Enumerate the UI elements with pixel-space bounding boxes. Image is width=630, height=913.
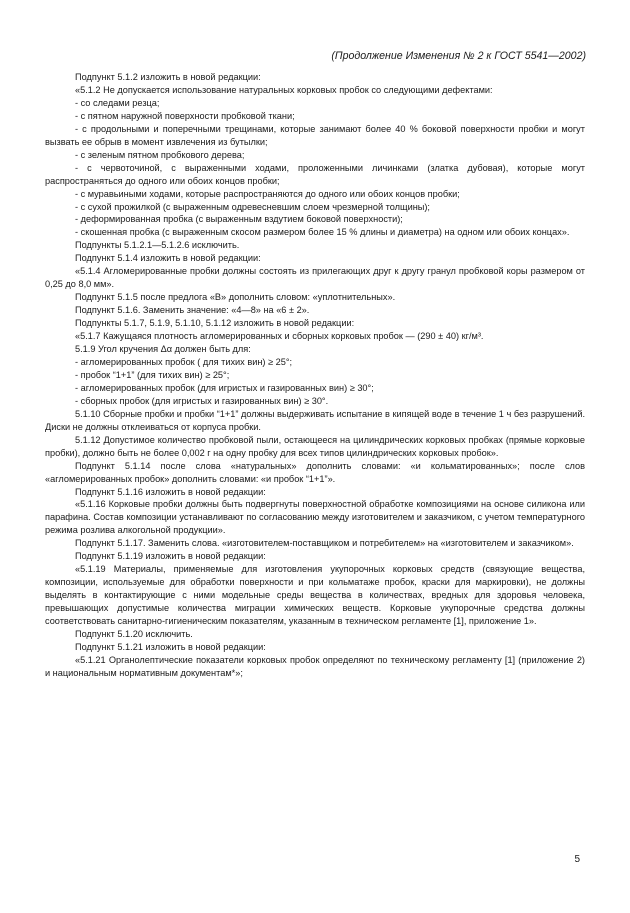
list-item: - с червоточиной, с выраженными ходами, проложенными личинками (златка дубовая), которые могут распространяться до одного или обоих концов пробки; xyxy=(45,162,585,186)
paragraph: Подпункт 5.1.5 после предлога «В» дополнить словом: «уплотнительных». xyxy=(75,292,396,303)
paragraph: 5.1.9 Угол кручения Δα должен быть для: xyxy=(75,344,251,355)
list-item: - с зеленым пятном пробкового дерева; xyxy=(75,149,245,160)
list-item: - со следами резца; xyxy=(75,97,160,108)
paragraph: «5.1.4 Агломерированные пробки должны состоять из прилегающих друг к другу гранул пробковой коры размером от 0,25 до 8,0 мм». xyxy=(45,266,585,290)
paragraph: 5.1.12 Допустимое количество пробковой пыли, остающееся на цилиндрических корковых пробках (прямые корковые пробки), должно быть не более 0,002 г на одну пробку для всех типов цилиндрических корковых пробок». xyxy=(45,434,585,458)
list-item: - деформированная пробка (с выраженным вздутием боковой поверхности); xyxy=(75,214,403,225)
paragraph: Подпункт 5.1.16 изложить в новой редакции: xyxy=(75,486,266,497)
paragraph: Подпункт 5.1.2 изложить в новой редакции: xyxy=(75,72,261,82)
paragraph: Подпункт 5.1.14 после слова «натуральных» дополнить словами: «и кольматированных»; после слов «агломерированных пробок» дополнить словами: «и пробок “1+1”». xyxy=(45,460,585,484)
paragraph: «5.1.16 Корковые пробки должны быть подвергнуты поверхностной обработке композициями на основе силикона или парафина. Состав композиции устанавливают по согласованию между изготовителем и заказчиком, с учетом температурного режима розлива алкогольной продукции». xyxy=(45,499,585,536)
paragraph: Подпункты 5.1.2.1—5.1.2.6 исключить. xyxy=(75,240,240,251)
page-number: 5 xyxy=(574,854,580,865)
list-item: - агломерированных пробок (для игристых и газированных вин) ≥ 30°; xyxy=(75,382,374,393)
running-header: (Продолжение Изменения № 2 к ГОСТ 5541—2002) xyxy=(331,50,586,62)
document-body xyxy=(45,71,585,680)
list-item: - пробок “1+1” (для тихих вин) ≥ 25°; xyxy=(75,369,230,380)
paragraph: Подпункт 5.1.4 изложить в новой редакции: xyxy=(75,253,261,264)
paragraph: Подпункт 5.1.17. Заменить слова. «изготовителем-поставщиком и потребителем» на «изготовителем и заказчиком». xyxy=(75,538,574,549)
list-item: - с продольными и поперечными трещинами, которые занимают более 40 % боковой поверхности пробки и могут вызвать ее обрыв в момент извлечения из бутылки; xyxy=(45,123,585,147)
list-item: - с муравьиными ходами, которые распространяются до одного или обоих концов пробки; xyxy=(75,188,460,199)
list-item: - агломерированных пробок ( для тихих вин) ≥ 25°; xyxy=(75,356,293,367)
list-item: - скошенная пробка (с выраженным скосом размером более 15 % длины и диаметра) на одном или обоих концах». xyxy=(75,227,570,238)
paragraph: 5.1.10 Сборные пробки и пробки “1+1” должны выдерживать испытание в кипящей воде в течение 1 ч без разрушений. Диски не должны отклеиваться от корпуса пробки. xyxy=(45,408,585,432)
paragraph: Подпункт 5.1.6. Заменить значение: «4—8» на «6 ± 2». xyxy=(75,305,310,316)
paragraph: «5.1.19 Материалы, применяемые для изготовления укупорочных корковых средств (связующие вещества, композиции, используемые для обработки поверхности и при кольматаже пробок, краски для маркировки), не должны выделять в контактирующие с ними модельные среды вещества в количествах, вредных для здоровья человека, превышающих допустимые количества миграции химических веществ. Корковые укупорочные средства должны соответствовать санитарно-гигиеническим показателям, указанным в техническом регламенте [1], приложение 1». xyxy=(45,564,585,627)
paragraph: Подпункт 5.1.19 изложить в новой редакции: xyxy=(75,551,266,562)
list-item: - с сухой прожилкой (с выраженным одревесневшим слоем чрезмерной толщины); xyxy=(75,201,430,212)
list-item: - с пятном наружной поверхности пробковой ткани; xyxy=(75,110,295,121)
paragraph: «5.1.2 Не допускается использование натуральных корковых пробок со следующими дефектами: xyxy=(75,84,493,95)
paragraph: Подпункт 5.1.20 исключить. xyxy=(75,628,193,639)
list-item: - сборных пробок (для игристых и газированных вин) ≥ 30°. xyxy=(75,395,329,406)
paragraph: Подпункт 5.1.21 изложить в новой редакции: xyxy=(75,641,266,652)
paragraph: «5.1.21 Органолептические показатели корковых пробок определяют по техническому регламенту [1] (приложение 2) и национальным нормативным документам*»; xyxy=(45,654,585,678)
paragraph: Подпункты 5.1.7, 5.1.9, 5.1.10, 5.1.12 изложить в новой редакции: xyxy=(75,318,355,329)
paragraph: «5.1.7 Кажущаяся плотность агломерированных и сборных корковых пробок — (290 ± 40) кг/м³. xyxy=(75,331,484,342)
